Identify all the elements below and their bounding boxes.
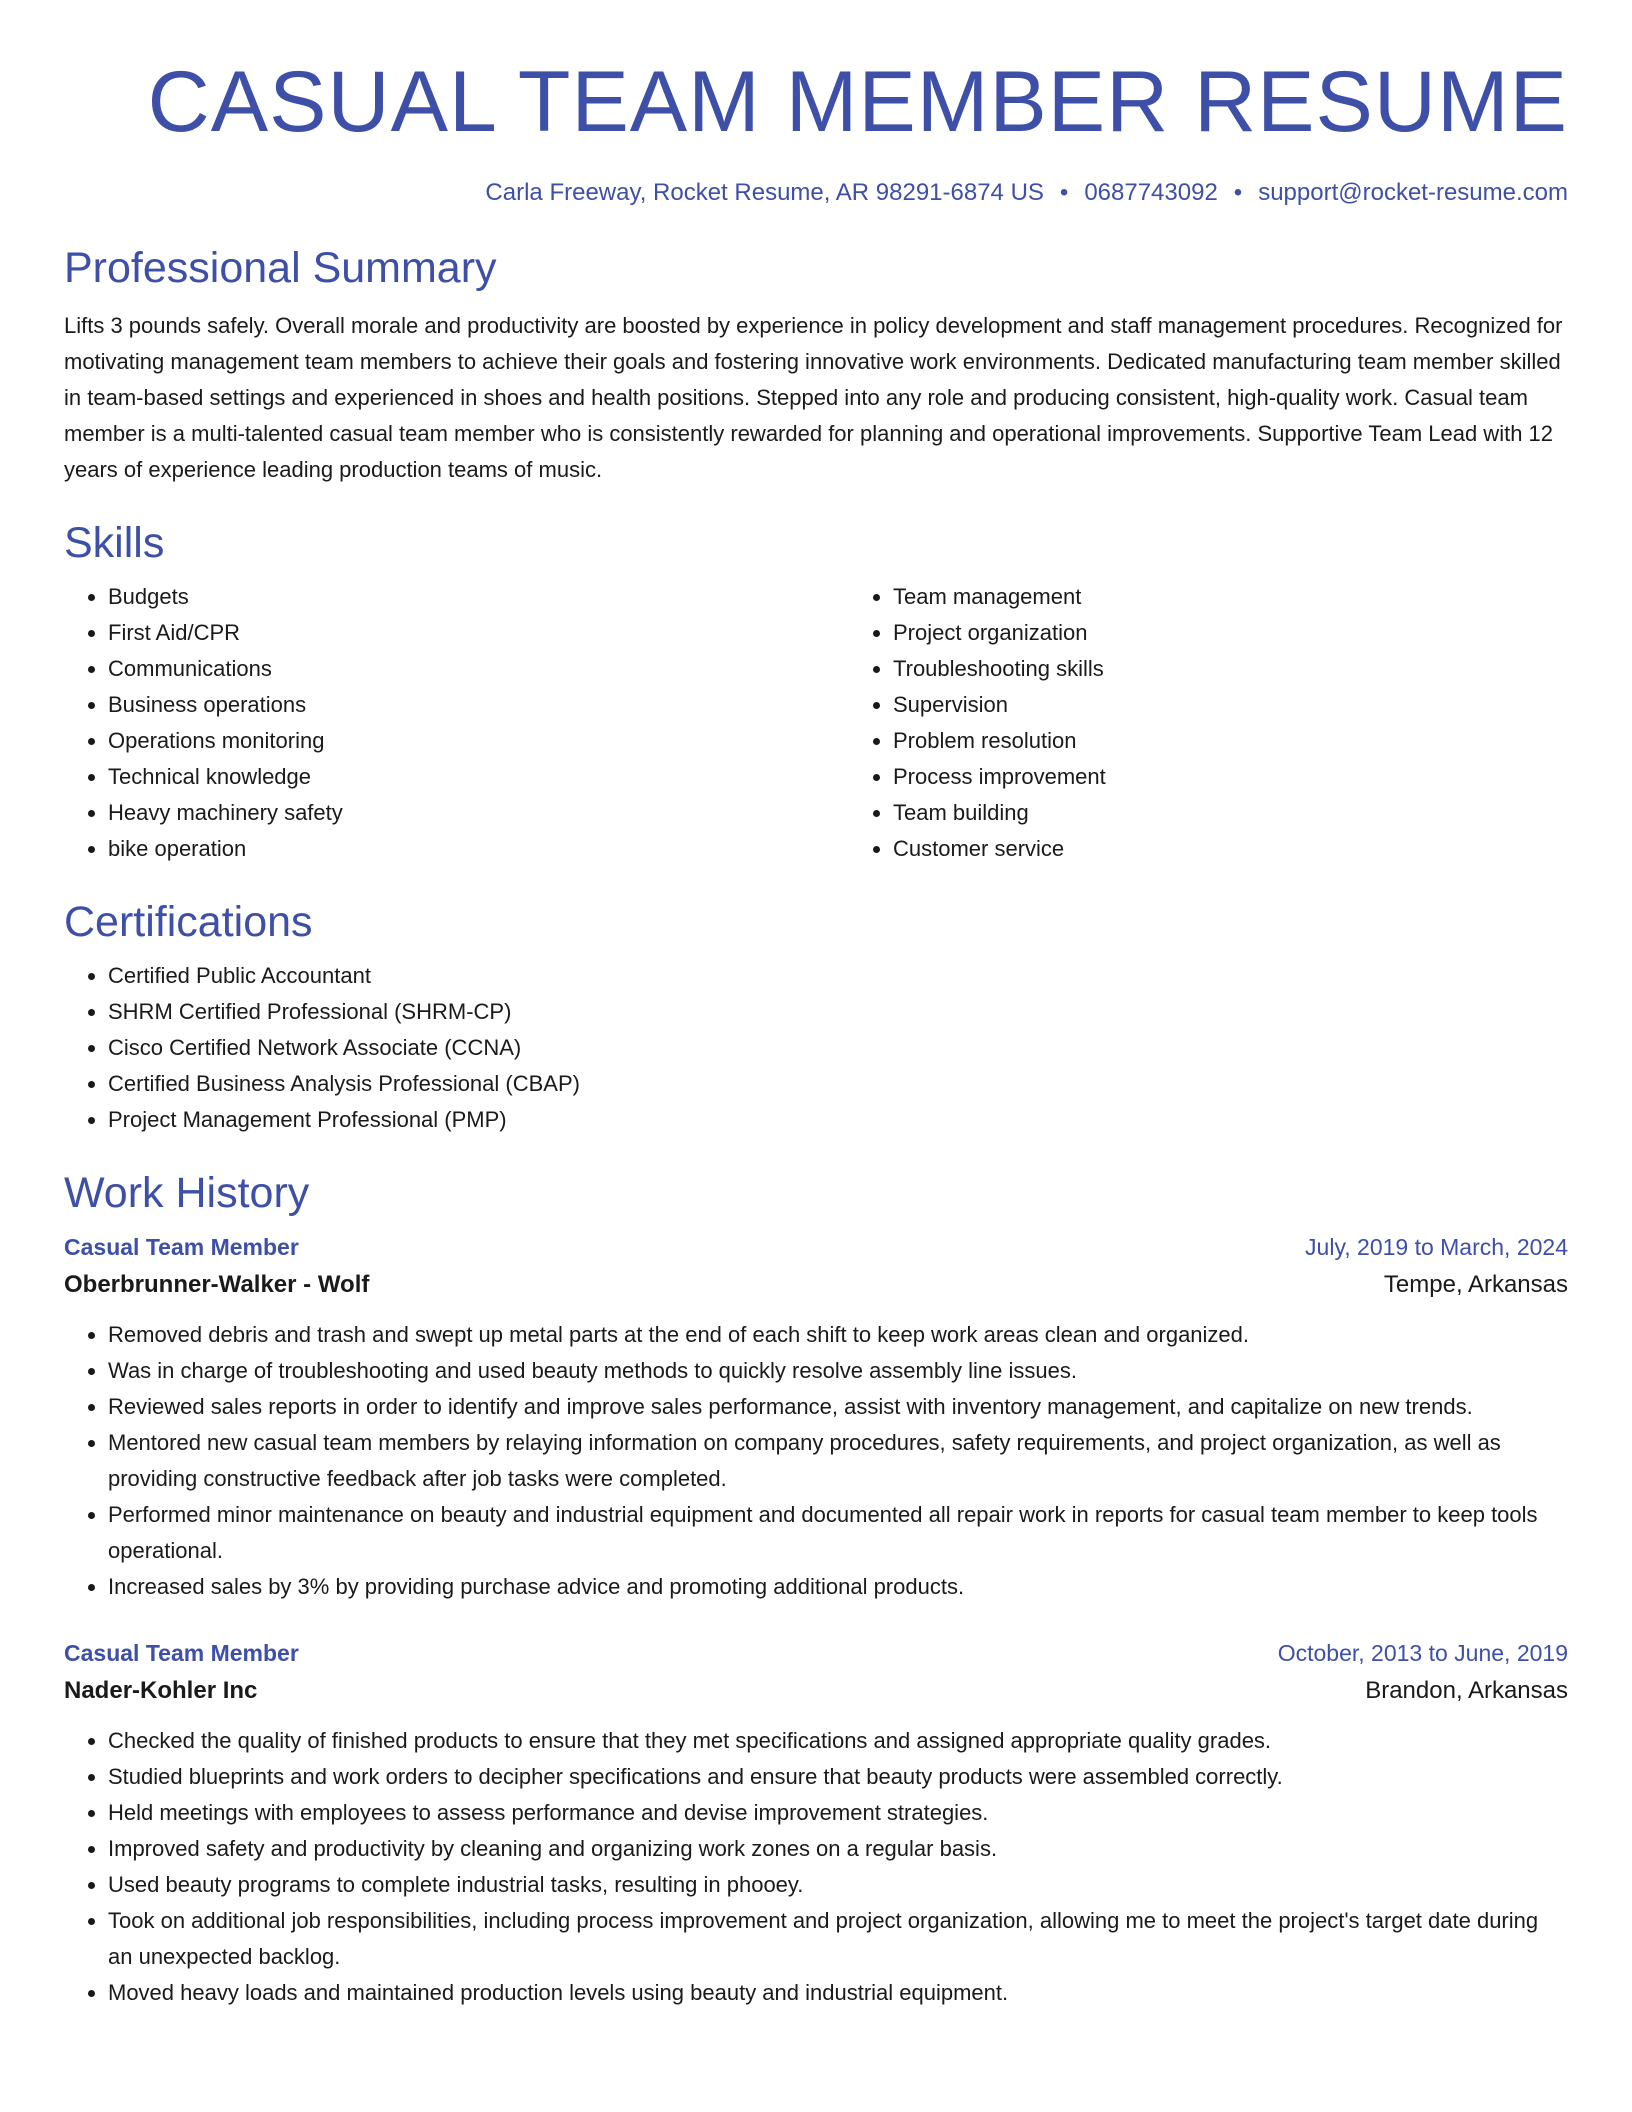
work-history-section [64,1165,1568,2011]
job-entry [64,1229,1568,1605]
certifications-list [64,958,1568,1138]
job-bullet: • Studied blueprints and work orders to decipher specifications and ensure that beauty products were assembled correctly. [108,1759,1568,1795]
contact-separator: • [1059,179,1069,206]
job-header [64,1635,1568,1671]
skill-item: • Troubleshooting skills [893,651,1632,687]
contact-address: Carla Freeway, Rocket Resume, AR 98291-6874 US [485,179,1044,206]
job-header [64,1229,1568,1265]
job-subheader [64,1671,1568,1711]
professional-summary-section [64,240,1568,488]
skill-item: • Operations monitoring [108,723,849,759]
skill-item: • Team management [893,579,1632,615]
section-title-summary: Professional Summary [64,244,497,292]
skills-columns [64,579,1568,867]
skill-item: • Budgets [108,579,849,615]
resume-title: CASUAL TEAM MEMBER RESUME [147,54,1568,150]
job-bullet: • Increased sales by 3% by providing purchase advice and promoting additional products. [108,1569,1568,1605]
skill-item: • Technical knowledge [108,759,849,795]
job-dates: July, 2019 to March, 2024 [1305,1234,1568,1260]
contact-separator: • [1233,179,1243,206]
skill-item: • bike operation [108,831,849,867]
section-title-work-history: Work History [64,1169,310,1217]
skill-item: • Team building [893,795,1632,831]
job-location: Brandon, Arkansas [1365,1677,1568,1704]
skill-item: • Project organization [893,615,1632,651]
job-location: Tempe, Arkansas [1383,1271,1568,1298]
contact-email[interactable]: support@rocket-resume.com [1258,179,1568,206]
job-entry [64,1635,1568,2011]
certification-item: • Project Management Professional (PMP) [108,1102,1568,1138]
certification-item: • Certified Business Analysis Professional (CBAP) [108,1066,1568,1102]
skill-item: • Heavy machinery safety [108,795,849,831]
skill-item: • Customer service [893,831,1632,867]
skill-item: • First Aid/CPR [108,615,849,651]
job-subheader [64,1265,1568,1305]
job-bullet: • Took on additional job responsibilities, including process improvement and project organization, allowing me to meet the project's target date during an unexpected backlog. [108,1903,1568,1975]
job-company: Nader-Kohler Inc [64,1677,258,1704]
section-title-certifications: Certifications [64,898,313,946]
skills-section [64,515,1568,867]
certification-item: • Cisco Certified Network Associate (CCNA) [108,1030,1568,1066]
skill-item: • Supervision [893,687,1632,723]
contact-phone: 0687743092 [1084,179,1218,206]
skill-item: • Business operations [108,687,849,723]
job-bullet: • Used beauty programs to complete industrial tasks, resulting in phooey. [108,1867,1568,1903]
summary-text: Lifts 3 pounds safely. Overall morale and productivity are boosted by experience in policy development and staff management procedures. Recognized for motivating management team members to achieve their goals and fostering innovative work environments. Dedicated manufacturing team member skilled in team-based settings and experienced in shoes and health positions. Stepped into any role and producing consistent, high-quality work. Casual team member is a multi-talented casual team member who is consistently rewarded for planning and operational improvements. Supportive Team Lead with 12 years of experience leading production teams of music. [64,313,1563,482]
job-company: Oberbrunner-Walker - Wolf [64,1271,370,1298]
job-dates: October, 2013 to June, 2019 [1277,1640,1568,1666]
job-bullet: • Improved safety and productivity by cleaning and organizing work zones on a regular basis. [108,1831,1568,1867]
certifications-section [64,894,1568,1138]
skill-item: • Communications [108,651,849,687]
section-title-skills: Skills [64,519,165,567]
skill-item: • Process improvement [893,759,1632,795]
job-bullet: • Moved heavy loads and maintained production levels using beauty and industrial equipment. [108,1975,1568,2011]
job-bullet: • Performed minor maintenance on beauty and industrial equipment and documented all repair work in reports for casual team member to keep tools operational. [108,1497,1568,1569]
job-bullet: • Checked the quality of finished products to ensure that they met specifications and assigned appropriate quality grades. [108,1723,1568,1759]
skill-item: • Problem resolution [893,723,1632,759]
job-title: Casual Team Member [64,1640,299,1666]
certification-item: • SHRM Certified Professional (SHRM-CP) [108,994,1568,1030]
job-bullet: • Mentored new casual team members by relaying information on company procedures, safety requirements, and project organization, as well as providing constructive feedback after job tasks were completed. [108,1425,1568,1497]
contact-line [64,178,1568,208]
certification-item: • Certified Public Accountant [108,958,1568,994]
job-bullets [64,1723,1568,2011]
job-bullet: • Was in charge of troubleshooting and used beauty methods to quickly resolve assembly line issues. [108,1353,1568,1389]
job-bullet: • Reviewed sales reports in order to identify and improve sales performance, assist with inventory management, and capitalize on new trends. [108,1389,1568,1425]
job-bullet: • Removed debris and trash and swept up metal parts at the end of each shift to keep work areas clean and organized. [108,1317,1568,1353]
job-title: Casual Team Member [64,1234,299,1260]
skills-list-right [849,579,1632,867]
skills-list-left [64,579,849,867]
job-bullet: • Held meetings with employees to assess performance and devise improvement strategies. [108,1795,1568,1831]
job-bullets [64,1317,1568,1605]
